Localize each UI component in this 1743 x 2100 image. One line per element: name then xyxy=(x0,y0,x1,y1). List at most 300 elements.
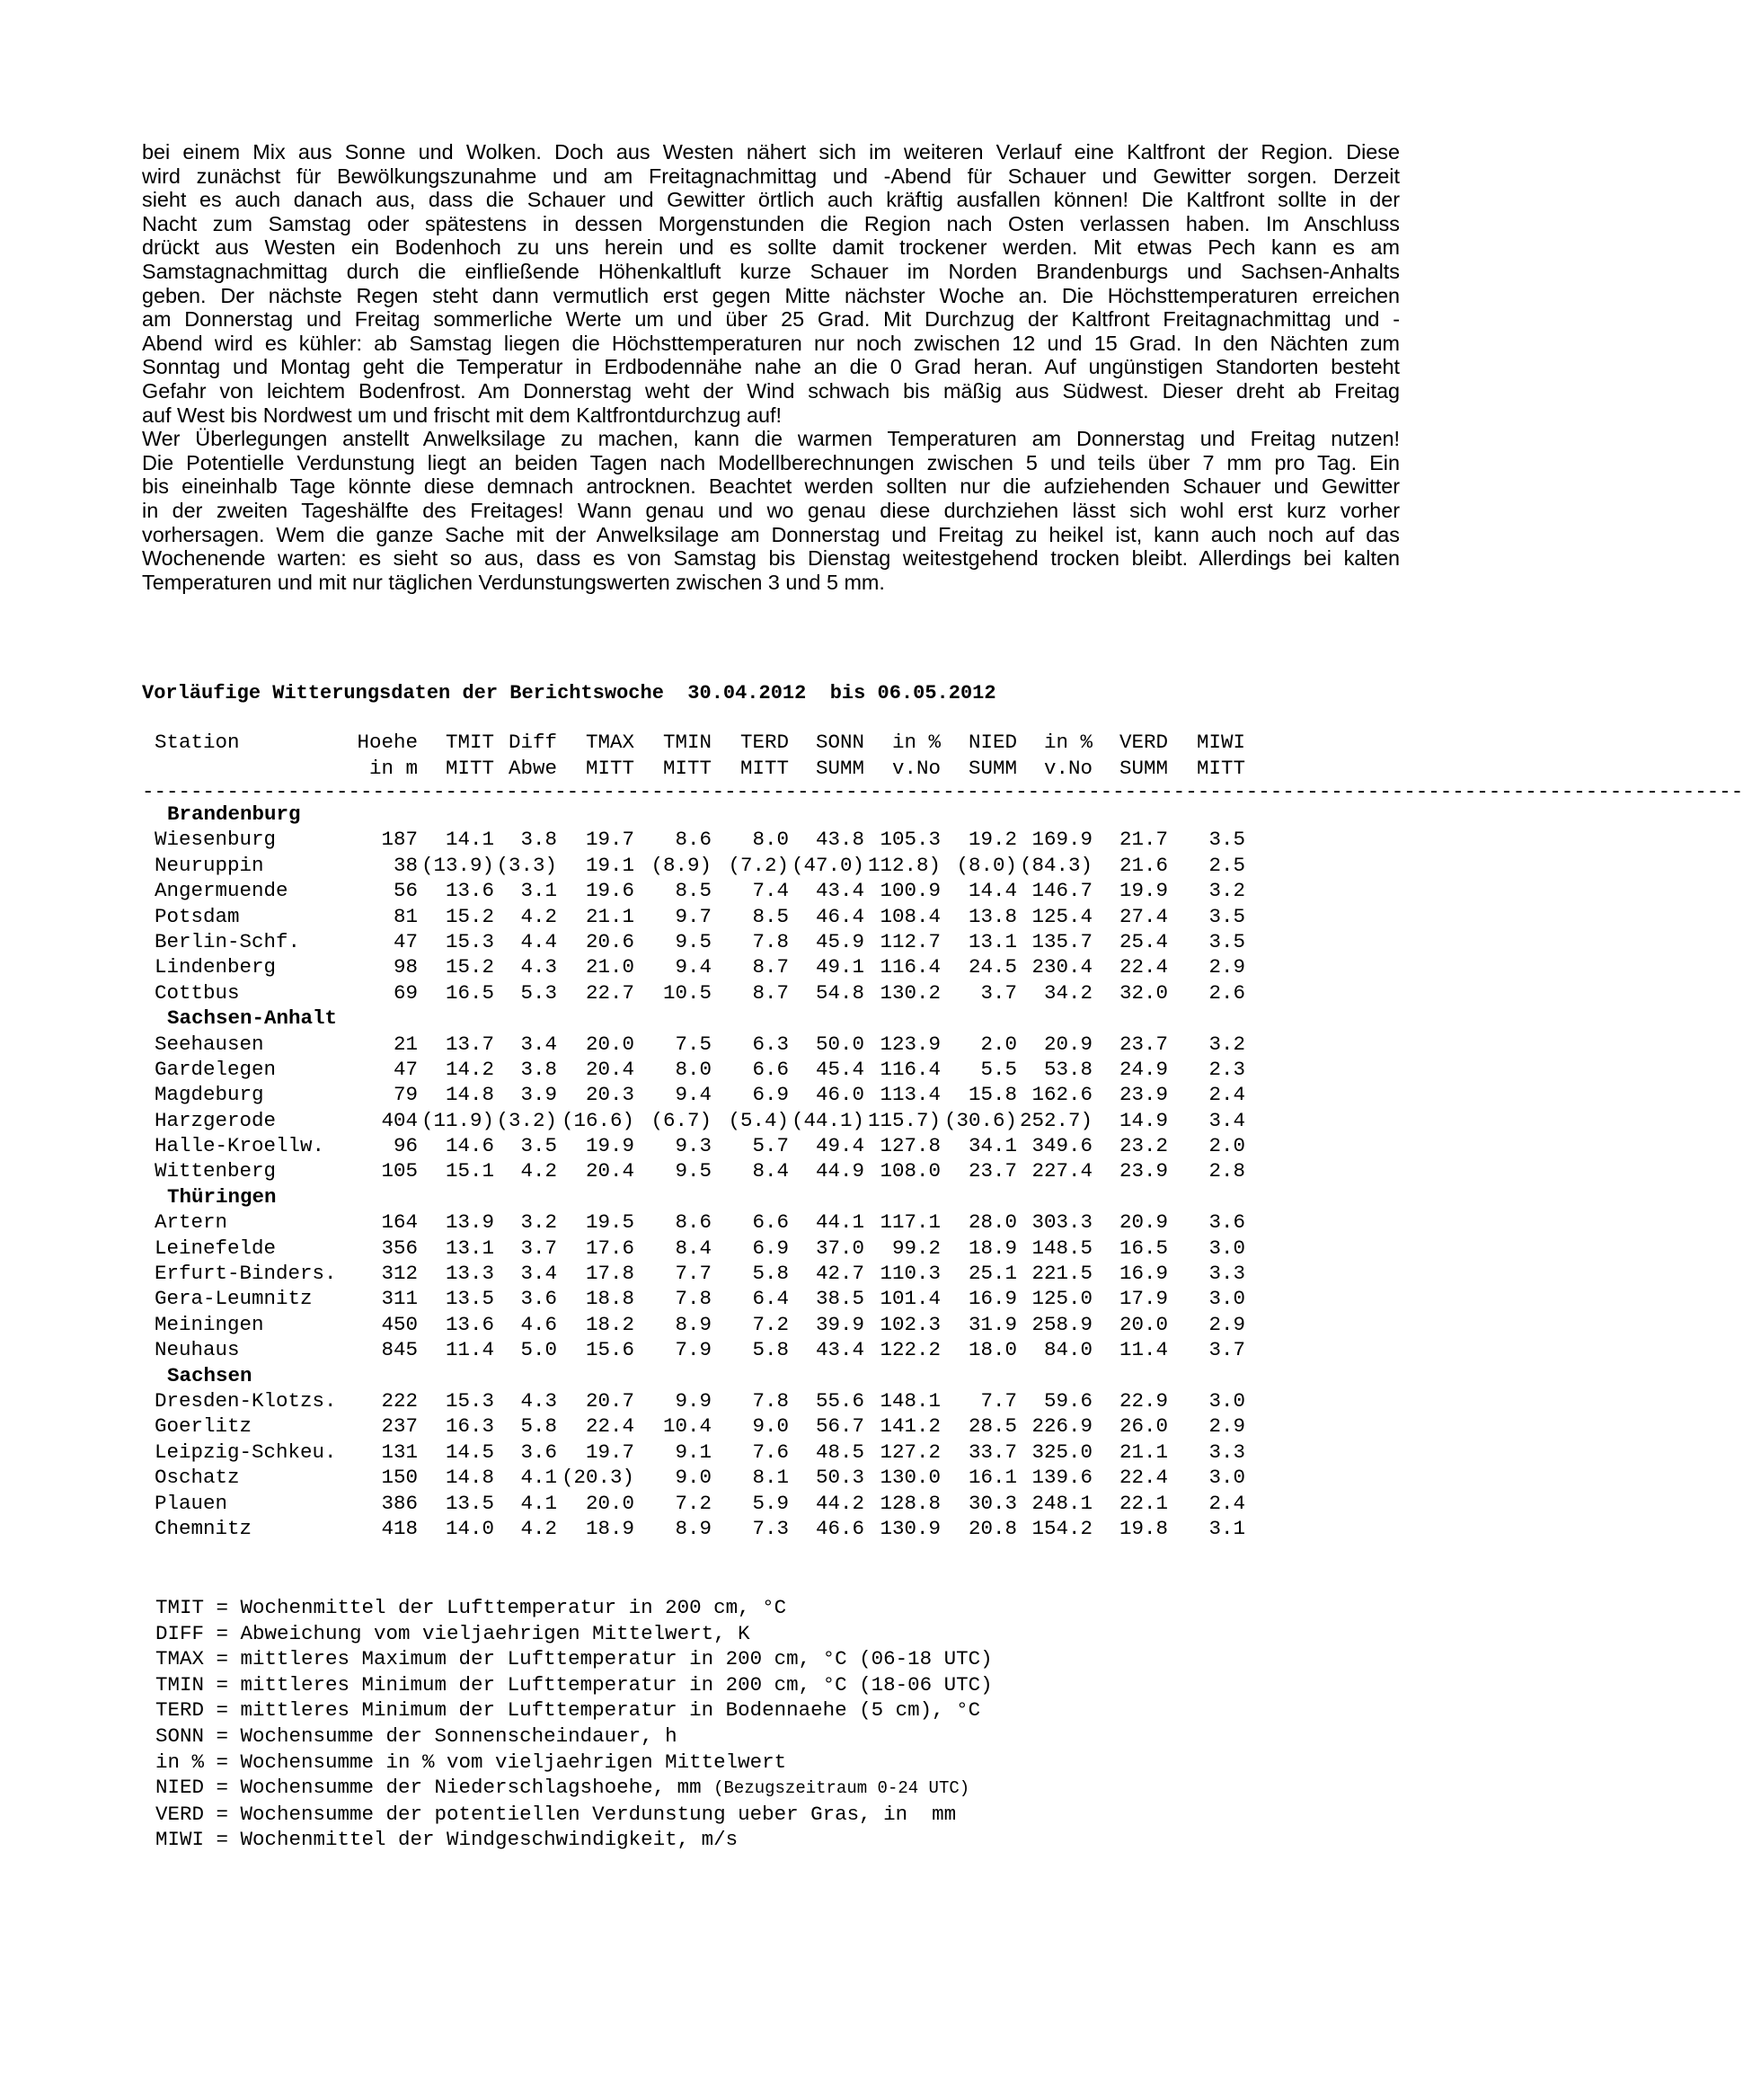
value-cell: 122.2 xyxy=(880,1338,941,1362)
value-cell: 14.6 xyxy=(445,1134,494,1158)
value-cell: 110.3 xyxy=(880,1262,941,1286)
value-cell: 20.8 xyxy=(968,1516,1017,1540)
value-cell: 222 xyxy=(381,1388,418,1413)
value-cell: 3.8 xyxy=(520,1057,557,1081)
station-cell: Wiesenburg xyxy=(155,828,277,852)
value-cell: 14.2 xyxy=(445,1057,494,1081)
value-cell: 7.7 xyxy=(675,1262,712,1286)
value-cell: 10.5 xyxy=(662,980,712,1005)
value-cell: 33.7 xyxy=(968,1440,1017,1464)
value-cell: 8.6 xyxy=(675,1210,712,1235)
value-cell: (11.9) xyxy=(420,1108,494,1132)
value-cell: 96 xyxy=(393,1134,418,1158)
value-cell: 8.9 xyxy=(675,1312,712,1336)
table-rule: ------------------------------------------------------------------------------------------------------------------------------------ xyxy=(142,780,1743,803)
value-cell: 7.5 xyxy=(675,1032,712,1056)
value-cell: NIED xyxy=(968,731,1017,754)
value-cell: 9.4 xyxy=(675,1083,712,1107)
value-cell: 187 xyxy=(381,828,418,852)
text-line: Die Potentielle Verdunstung liegt an beiden Tagen nach Modellberechnungen zwischen 5 und teils über 7 mm pro Tag. Ein xyxy=(142,450,1400,474)
value-cell: 13.1 xyxy=(445,1236,494,1260)
value-cell: 418 xyxy=(381,1516,418,1540)
value-cell: 3.5 xyxy=(1208,904,1245,928)
station-cell: Oschatz xyxy=(155,1466,240,1490)
value-cell: 23.7 xyxy=(968,1159,1017,1183)
value-cell: 6.9 xyxy=(752,1083,789,1107)
value-cell: 164 xyxy=(381,1210,418,1235)
station-cell: Chemnitz xyxy=(155,1516,252,1540)
value-cell: Abwe xyxy=(508,757,557,780)
value-cell: 23.7 xyxy=(1119,1032,1168,1056)
value-cell: 25.4 xyxy=(1119,929,1168,953)
value-cell: (84.3) xyxy=(1019,853,1093,877)
legend-text: TMIN = mittleres Minimum der Lufttemperatur in 200 cm, °C (18-06 UTC) xyxy=(155,1672,993,1697)
table-row xyxy=(142,904,1346,929)
value-cell: 148.1 xyxy=(880,1388,941,1413)
value-cell: 22.7 xyxy=(585,980,634,1005)
value-cell: 28.5 xyxy=(968,1414,1017,1439)
value-cell: 17.8 xyxy=(585,1262,634,1286)
value-cell: 3.5 xyxy=(1208,929,1245,953)
value-cell: 15.8 xyxy=(968,1083,1017,1107)
value-cell: 44.1 xyxy=(815,1210,864,1235)
value-cell: 5.9 xyxy=(752,1491,789,1515)
value-cell: 7.9 xyxy=(675,1338,712,1362)
value-cell: 2.9 xyxy=(1208,955,1245,979)
value-cell: 3.3 xyxy=(1208,1262,1245,1286)
value-cell: 227.4 xyxy=(1031,1159,1093,1183)
value-cell: 162.6 xyxy=(1031,1083,1093,1107)
value-cell: 13.8 xyxy=(968,904,1017,928)
value-cell: 2.9 xyxy=(1208,1414,1245,1439)
value-cell: 123.9 xyxy=(880,1032,941,1056)
value-cell: 47 xyxy=(393,1057,418,1081)
value-cell: v.No xyxy=(891,757,941,780)
value-cell: 17.6 xyxy=(585,1236,634,1260)
value-cell: 9.0 xyxy=(752,1414,789,1439)
value-cell: 8.4 xyxy=(752,1159,789,1183)
value-cell: 19.7 xyxy=(585,828,634,852)
value-cell: 23.9 xyxy=(1119,1159,1168,1183)
value-cell: 108.0 xyxy=(880,1159,941,1183)
value-cell: 22.1 xyxy=(1119,1491,1168,1515)
value-cell: 154.2 xyxy=(1031,1516,1093,1540)
text-line: Samstagnachmittag durch die einfließende Höhenkaltluft kurze Schauer im Norden Brandenburgs und Sachsen-Anhalts xyxy=(142,259,1400,283)
table-row xyxy=(142,1413,1346,1439)
value-cell: 53.8 xyxy=(1043,1057,1093,1081)
value-cell: 3.7 xyxy=(980,980,1017,1005)
value-cell: SONN xyxy=(815,731,864,754)
value-cell: 34.1 xyxy=(968,1134,1017,1158)
value-cell: 28.0 xyxy=(968,1210,1017,1235)
value-cell: 14.1 xyxy=(445,828,494,852)
value-cell: 128.8 xyxy=(880,1491,941,1515)
value-cell: 3.0 xyxy=(1208,1236,1245,1260)
value-cell: 21.6 xyxy=(1119,853,1168,877)
value-cell: 356 xyxy=(381,1236,418,1260)
table-row xyxy=(142,1108,1346,1133)
value-cell: Hoehe xyxy=(357,731,418,754)
value-cell: 26.0 xyxy=(1119,1414,1168,1439)
region-name: Brandenburg xyxy=(167,802,301,826)
value-cell: 11.4 xyxy=(445,1338,494,1362)
value-cell: 150 xyxy=(381,1466,418,1490)
value-cell: 3.4 xyxy=(520,1032,557,1056)
value-cell: 34.2 xyxy=(1043,980,1093,1005)
value-cell: 2.4 xyxy=(1208,1491,1245,1515)
legend-text: in % = Wochensumme in % vom vieljaehrigen Mittelwert xyxy=(155,1750,787,1774)
value-cell: 13.5 xyxy=(445,1287,494,1311)
value-cell: 3.9 xyxy=(520,1083,557,1107)
value-cell: 4.2 xyxy=(520,1516,557,1540)
value-cell: 7.2 xyxy=(752,1312,789,1336)
station-cell: Erfurt-Binders. xyxy=(155,1262,337,1286)
value-cell: 37.0 xyxy=(815,1236,864,1260)
value-cell: 125.0 xyxy=(1031,1287,1093,1311)
value-cell: 24.5 xyxy=(968,955,1017,979)
value-cell: 7.6 xyxy=(752,1440,789,1464)
legend-line xyxy=(155,1697,993,1723)
value-cell: 38 xyxy=(393,853,418,877)
value-cell: 7.4 xyxy=(752,879,789,903)
value-cell: SUMM xyxy=(1119,757,1168,780)
region-name: Sachsen xyxy=(167,1363,252,1387)
region-heading xyxy=(142,802,1346,827)
value-cell: 22.4 xyxy=(1119,955,1168,979)
value-cell: MITT xyxy=(662,757,712,780)
value-cell: 3.7 xyxy=(520,1236,557,1260)
value-cell: 226.9 xyxy=(1031,1414,1093,1439)
value-cell: 20.9 xyxy=(1119,1210,1168,1235)
table-row xyxy=(142,1261,1346,1286)
value-cell: 38.5 xyxy=(815,1287,864,1311)
value-cell: 43.4 xyxy=(815,879,864,903)
value-cell: 14.4 xyxy=(968,879,1017,903)
station-cell: Neuruppin xyxy=(155,853,264,877)
table-header-row xyxy=(142,730,1346,756)
value-cell: 13.6 xyxy=(445,879,494,903)
value-cell: 7.7 xyxy=(980,1388,1017,1413)
text-line: sieht es auch danach aus, dass die Schauer und Gewitter örtlich auch kräftig ausfallen können! Die Kaltfront sollte in der xyxy=(142,188,1400,212)
value-cell: 14.0 xyxy=(445,1516,494,1540)
value-cell: 20.7 xyxy=(585,1388,634,1413)
value-cell: 19.7 xyxy=(585,1440,634,1464)
value-cell: (30.6) xyxy=(943,1108,1017,1132)
value-cell: 43.4 xyxy=(815,1338,864,1362)
value-cell: 20.4 xyxy=(585,1159,634,1183)
value-cell: 4.6 xyxy=(520,1312,557,1336)
value-cell: 3.2 xyxy=(1208,1032,1245,1056)
value-cell: 18.0 xyxy=(968,1338,1017,1362)
value-cell: 25.1 xyxy=(968,1262,1017,1286)
value-cell: 20.0 xyxy=(585,1491,634,1515)
value-cell: 8.5 xyxy=(675,879,712,903)
value-cell: 21.0 xyxy=(585,955,634,979)
value-cell: 450 xyxy=(381,1312,418,1336)
value-cell: 98 xyxy=(393,955,418,979)
text-line: Abend wird es kühler: ab Samstag liegen die Höchsttemperaturen nur noch zwischen 12 und 15 Grad. In den Nächten zum xyxy=(142,331,1400,355)
value-cell: 7.3 xyxy=(752,1516,789,1540)
value-cell: 2.8 xyxy=(1208,1159,1245,1183)
value-cell: 6.6 xyxy=(752,1057,789,1081)
value-cell: 116.4 xyxy=(880,955,941,979)
text-line: drückt aus Westen ein Bodenhoch zu uns herein und es sollte damit trockener werden. Mit etwas Pech kann es am xyxy=(142,235,1400,260)
text-line: Gefahr von leichtem Bodenfrost. Am Donnerstag weht der Wind schwach bis mäßig aus Südwest. Dieser dreht ab Freitag xyxy=(142,378,1400,403)
value-cell: 130.9 xyxy=(880,1516,941,1540)
region-heading xyxy=(142,1006,1346,1031)
legend-line xyxy=(155,1646,993,1672)
value-cell: (5.4) xyxy=(728,1108,789,1132)
value-cell: 2.6 xyxy=(1208,980,1245,1005)
value-cell: 237 xyxy=(381,1414,418,1439)
legend-text: MIWI = Wochenmittel der Windgeschwindigkeit, m/s xyxy=(155,1828,739,1852)
value-cell: 8.4 xyxy=(675,1236,712,1260)
text-line: Temperaturen und mit nur täglichen Verdunstungswerten zwischen 3 und 5 mm. xyxy=(142,570,885,594)
text-line: auf West bis Nordwest um und frischt mit dem Kaltfrontdurchzug auf! xyxy=(142,403,782,427)
value-cell: 248.1 xyxy=(1031,1491,1093,1515)
value-cell: 127.2 xyxy=(880,1440,941,1464)
value-cell: 11.4 xyxy=(1119,1338,1168,1362)
value-cell: 27.4 xyxy=(1119,904,1168,928)
value-cell: 19.9 xyxy=(1119,879,1168,903)
text-line: Wochenende warten: es sieht so aus, dass es von Samstag bis Dienstag weitestgehend trocken bleibt. Allerdings bei kalten xyxy=(142,546,1400,571)
legend-line xyxy=(155,1802,993,1828)
value-cell: 5.0 xyxy=(520,1338,557,1362)
value-cell: 20.0 xyxy=(585,1032,634,1056)
value-cell: 21.1 xyxy=(585,904,634,928)
value-cell: 3.6 xyxy=(520,1440,557,1464)
value-cell: TMIT xyxy=(445,731,494,754)
table-row xyxy=(142,1209,1346,1235)
value-cell: 3.2 xyxy=(1208,879,1245,903)
value-cell: 105 xyxy=(381,1159,418,1183)
value-cell: 258.9 xyxy=(1031,1312,1093,1336)
value-cell: 8.6 xyxy=(675,828,712,852)
value-cell: 7.2 xyxy=(675,1491,712,1515)
value-cell: 4.1 xyxy=(520,1491,557,1515)
value-cell: 116.4 xyxy=(880,1057,941,1081)
table-row xyxy=(142,1032,1346,1057)
value-cell: 4.1 xyxy=(520,1466,557,1490)
text-line: wird zunächst für Bewölkungszunahme und am Freitagnachmittag und -Abend für Schauer und Gewitter sorgen. Derzeit xyxy=(142,164,1400,188)
station-cell: Artern xyxy=(155,1210,228,1235)
table-row xyxy=(142,827,1346,852)
value-cell: 100.9 xyxy=(880,879,941,903)
forecast-text xyxy=(142,140,1400,594)
value-cell: 50.0 xyxy=(815,1032,864,1056)
value-cell: 3.1 xyxy=(520,879,557,903)
legend-text: TERD = mittleres Minimum der Lufttemperatur in Bodennaehe (5 cm), °C xyxy=(155,1698,981,1723)
value-cell: 5.8 xyxy=(752,1262,789,1286)
station-cell: Seehausen xyxy=(155,1032,264,1056)
value-cell: (13.9) xyxy=(420,853,494,877)
value-cell: in % xyxy=(891,731,941,754)
value-cell: (16.6) xyxy=(561,1108,634,1132)
value-cell: 135.7 xyxy=(1031,929,1093,953)
weather-data-table xyxy=(142,730,1743,1541)
legend-line xyxy=(155,1621,993,1647)
value-cell: 9.1 xyxy=(675,1440,712,1464)
value-cell: 9.5 xyxy=(675,929,712,953)
value-cell: (8.9) xyxy=(650,853,712,877)
value-cell: 14.9 xyxy=(1119,1108,1168,1132)
value-cell: 13.6 xyxy=(445,1312,494,1336)
value-cell: 13.1 xyxy=(968,929,1017,953)
value-cell: 56.7 xyxy=(815,1414,864,1439)
table-row xyxy=(142,1491,1346,1516)
value-cell: 9.9 xyxy=(675,1388,712,1413)
value-cell: 5.3 xyxy=(520,980,557,1005)
station-cell: Wittenberg xyxy=(155,1159,277,1183)
value-cell: 18.9 xyxy=(585,1516,634,1540)
value-cell: 84.0 xyxy=(1043,1338,1093,1362)
legend-text: SONN = Wochensumme der Sonnenscheindauer, h xyxy=(155,1723,677,1748)
value-cell: 146.7 xyxy=(1031,879,1093,903)
value-cell: 2.0 xyxy=(1208,1134,1245,1158)
value-cell: 9.7 xyxy=(675,904,712,928)
value-cell: 13.9 xyxy=(445,1210,494,1235)
legend-line xyxy=(155,1672,993,1698)
text-line: Nacht zum Samstag oder spätestens in dessen Morgenstunden die Region nach Osten verlassen haben. Im Anschluss xyxy=(142,211,1400,235)
value-cell: MIWI xyxy=(1196,731,1245,754)
legend-text: TMAX = mittleres Maximum der Lufttemperatur in 200 cm, °C (06-18 UTC) xyxy=(155,1647,993,1671)
table-row xyxy=(142,853,1346,878)
value-cell: 18.9 xyxy=(968,1236,1017,1260)
station-cell: Plauen xyxy=(155,1491,228,1515)
table-row xyxy=(142,1440,1346,1465)
value-cell: 13.3 xyxy=(445,1262,494,1286)
value-cell: 3.8 xyxy=(520,828,557,852)
value-cell: 18.2 xyxy=(585,1312,634,1336)
value-cell: 115.7) xyxy=(867,1108,941,1132)
value-cell: 19.8 xyxy=(1119,1516,1168,1540)
value-cell: 252.7) xyxy=(1019,1108,1093,1132)
value-cell: 6.9 xyxy=(752,1236,789,1260)
value-cell: 3.0 xyxy=(1208,1466,1245,1490)
value-cell: 8.9 xyxy=(675,1516,712,1540)
value-cell: 169.9 xyxy=(1031,828,1093,852)
value-cell: 4.3 xyxy=(520,1388,557,1413)
value-cell: 79 xyxy=(393,1083,418,1107)
value-cell: 42.7 xyxy=(815,1262,864,1286)
value-cell: MITT xyxy=(585,757,634,780)
value-cell: 20.6 xyxy=(585,929,634,953)
value-cell: TMIN xyxy=(662,731,712,754)
value-cell: 148.5 xyxy=(1031,1236,1093,1260)
value-cell: 2.5 xyxy=(1208,853,1245,877)
station-cell: Magdeburg xyxy=(155,1083,264,1107)
value-cell: 4.4 xyxy=(520,929,557,953)
value-cell: 113.4 xyxy=(880,1083,941,1107)
value-cell: 47 xyxy=(393,929,418,953)
value-cell: 9.3 xyxy=(675,1134,712,1158)
station-cell: Station xyxy=(155,731,240,754)
value-cell: 15.3 xyxy=(445,1388,494,1413)
value-cell: 20.9 xyxy=(1043,1032,1093,1056)
value-cell: 3.2 xyxy=(520,1210,557,1235)
value-cell: 112.7 xyxy=(880,929,941,953)
legend-line xyxy=(155,1595,993,1621)
value-cell: 386 xyxy=(381,1491,418,1515)
value-cell: 3.4 xyxy=(520,1262,557,1286)
station-cell: Leinefelde xyxy=(155,1236,277,1260)
value-cell: 23.9 xyxy=(1119,1083,1168,1107)
value-cell: 101.4 xyxy=(880,1287,941,1311)
value-cell: 49.1 xyxy=(815,955,864,979)
table-row xyxy=(142,1057,1346,1082)
table-row xyxy=(142,878,1346,903)
value-cell: 21.1 xyxy=(1119,1440,1168,1464)
value-cell: 15.3 xyxy=(445,929,494,953)
value-cell: 404 xyxy=(381,1108,418,1132)
value-cell: MITT xyxy=(445,757,494,780)
value-cell: 14.8 xyxy=(445,1466,494,1490)
value-cell: 5.5 xyxy=(980,1057,1017,1081)
value-cell: (8.0) xyxy=(956,853,1017,877)
value-cell: 3.7 xyxy=(1208,1338,1245,1362)
value-cell: 54.8 xyxy=(815,980,864,1005)
value-cell: 24.9 xyxy=(1119,1057,1168,1081)
station-cell: Lindenberg xyxy=(155,955,277,979)
value-cell: 125.4 xyxy=(1031,904,1093,928)
value-cell: 3.4 xyxy=(1208,1108,1245,1132)
legend-line xyxy=(155,1723,993,1750)
value-cell: 14.8 xyxy=(445,1083,494,1107)
value-cell: 130.2 xyxy=(880,980,941,1005)
station-cell: Halle-Kroellw. xyxy=(155,1134,325,1158)
legend-text: DIFF = Abweichung vom vieljaehrigen Mittelwert, K xyxy=(155,1621,750,1645)
text-line: in der zweiten Tageshälfte des Freitages! Wann genau und wo genau diese durchziehen lässt sich wohl erst kurz vorher xyxy=(142,498,1400,522)
table-row xyxy=(142,1312,1346,1337)
legend-text: VERD = Wochensumme der potentiellen Verdunstung ueber Gras, in mm xyxy=(155,1802,957,1826)
station-cell: Dresden-Klotzs. xyxy=(155,1388,337,1413)
value-cell: 16.3 xyxy=(445,1414,494,1439)
table-row xyxy=(142,1158,1346,1183)
table-row xyxy=(142,954,1346,979)
value-cell: 31.9 xyxy=(968,1312,1017,1336)
value-cell: 16.1 xyxy=(968,1466,1017,1490)
value-cell: 59.6 xyxy=(1043,1388,1093,1413)
value-cell: 6.6 xyxy=(752,1210,789,1235)
station-cell: Gera-Leumnitz xyxy=(155,1287,313,1311)
value-cell: 112.8) xyxy=(867,853,941,877)
value-cell: (7.2) xyxy=(728,853,789,877)
table-row xyxy=(142,980,1346,1006)
value-cell: 20.0 xyxy=(1119,1312,1168,1336)
value-cell: 349.6 xyxy=(1031,1134,1093,1158)
value-cell: 5.8 xyxy=(520,1414,557,1439)
value-cell: in % xyxy=(1043,731,1093,754)
station-cell: Cottbus xyxy=(155,980,240,1005)
value-cell: 9.4 xyxy=(675,955,712,979)
value-cell: 22.4 xyxy=(1119,1466,1168,1490)
value-cell: 19.9 xyxy=(585,1134,634,1158)
abbreviation-legend xyxy=(155,1595,993,1853)
value-cell: (47.0) xyxy=(791,853,864,877)
text-line: geben. Der nächste Regen steht dann vermutlich erst gegen Mitte nächster Woche an. Die Höchsttemperaturen erreichen xyxy=(142,283,1400,307)
value-cell: 18.8 xyxy=(585,1287,634,1311)
value-cell: 23.2 xyxy=(1119,1134,1168,1158)
text-line: bei einem Mix aus Sonne und Wolken. Doch aus Westen nähert sich im weiteren Verlauf eine Kaltfront der Region. Diese xyxy=(142,140,1400,164)
value-cell: (44.1) xyxy=(791,1108,864,1132)
table-row xyxy=(142,1388,1346,1413)
value-cell: 14.5 xyxy=(445,1440,494,1464)
value-cell: 8.0 xyxy=(752,828,789,852)
text-line: am Donnerstag und Freitag sommerliche Werte um und über 25 Grad. Mit Durchzug der Kaltfront Freitagnachmittag und - xyxy=(142,307,1400,332)
value-cell: 19.6 xyxy=(585,879,634,903)
value-cell: 56 xyxy=(393,879,418,903)
table-row xyxy=(142,1133,1346,1158)
